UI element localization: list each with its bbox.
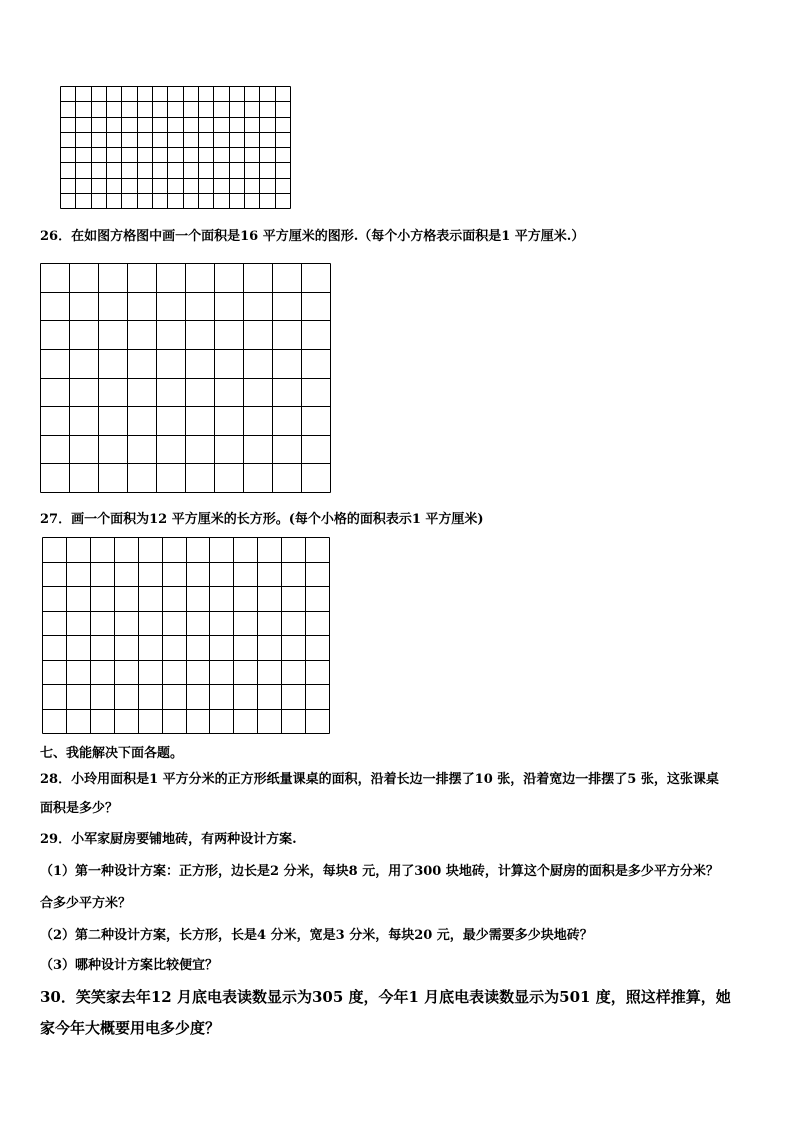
question-29-1-line1: （1）第一种设计方案：正方形，边长是2 分米，每块8 元，用了300 块地砖，计算这个厨房的面积是多少平方分米？ [40,864,719,879]
question-29-3: （3）哪种设计方案比较便宜？ [40,958,219,973]
question-28-line2: 面积是多少？ [40,801,119,816]
question-30-line2: 家今年大概要用电多少度？ [40,1019,221,1037]
question-27: 27．画一个面积为12 平方厘米的长方形。(每个小格的面积表示1 平方厘米) [40,512,484,527]
question-28-line1: 28．小玲用面积是1 平方分米的正方形纸量课桌的面积，沿着长边一排摆了10 张，沿着宽边一排摆了5 张，这张课桌 [40,772,719,787]
section-7-heading: 七、我能解决下面各题。 [40,746,184,761]
question-29-2: （2）第二种设计方案，长方形，长是4 分米，宽是3 分米，每块20 元，最少需要多少块地砖？ [40,928,593,943]
grid-q27[interactable] [42,537,331,735]
grid-q26[interactable] [40,263,332,494]
question-26: 26．在如图方格图中画一个面积是16 平方厘米的图形.（每个小方格表示面积是1 平方厘米.） [40,229,585,244]
question-30-line1: 30．笑笑家去年12 月底电表读数显示为305 度，今年1 月底电表读数显示为501 度，照这样推算，她 [40,988,731,1006]
question-29: 29．小军家厨房要铺地砖，有两种设计方案. [40,832,297,847]
grid-top [60,86,292,210]
question-29-1-line2: 合多少平方米？ [40,896,132,911]
